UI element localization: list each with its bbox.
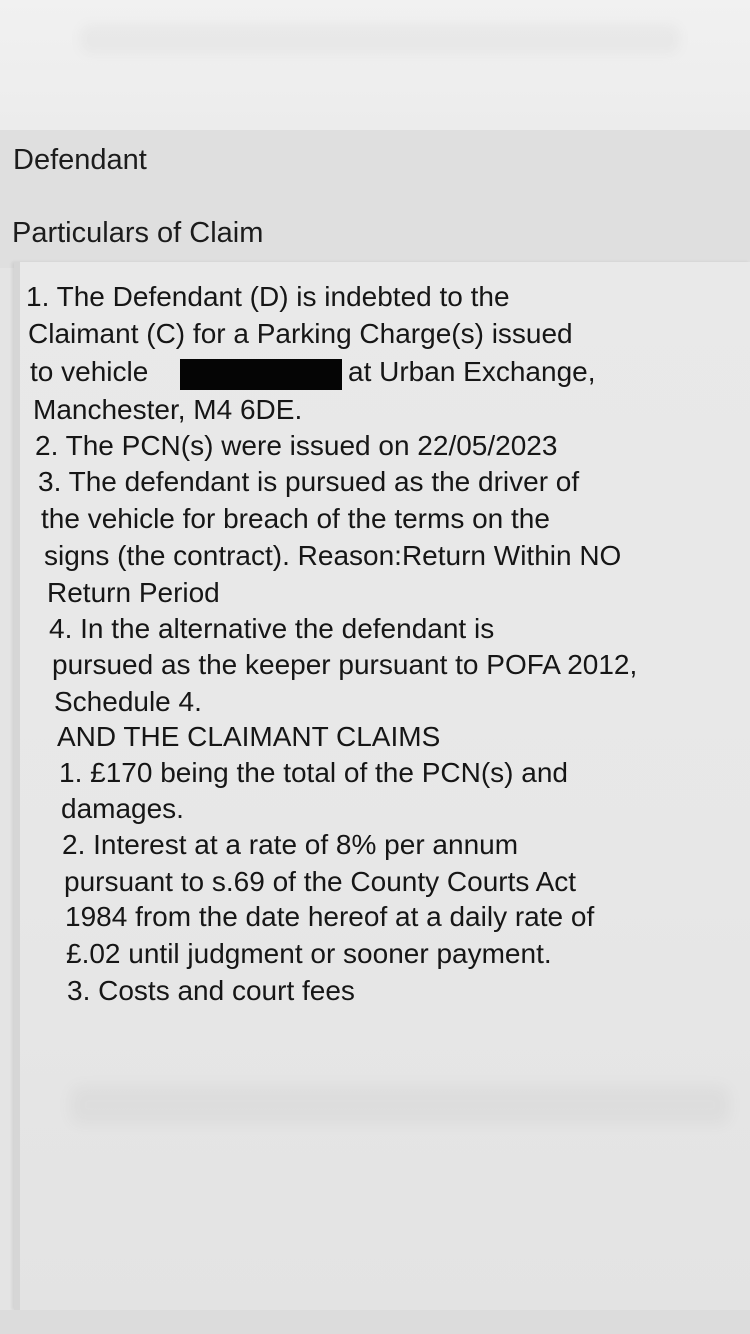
claim-line-14: 1. £170 being the total of the PCN(s) and (59, 757, 568, 788)
redacted-vehicle-registration (180, 359, 342, 390)
bottom-strip (0, 1310, 750, 1334)
previous-page-area (0, 0, 750, 130)
claim-line-18: 1984 from the date hereof at a daily rate of (65, 901, 595, 932)
claim-line-7: the vehicle for breach of the terms on the (41, 503, 550, 534)
claim-line-8: signs (the contract). Reason:Return Within NO (44, 540, 622, 571)
show-through-text (80, 24, 680, 54)
paper-edge (14, 262, 20, 1310)
claim-line-19: £.02 until judgment or sooner payment. (66, 938, 552, 969)
claim-line-9: Return Period (47, 577, 220, 608)
claim-line-3b: at Urban Exchange, (348, 356, 596, 387)
claim-line-4: Manchester, M4 6DE. (33, 394, 303, 425)
claims-heading: AND THE CLAIMANT CLAIMS (57, 721, 441, 752)
claim-line-16: 2. Interest at a rate of 8% per annum (62, 829, 519, 860)
claim-line-3a: to vehicle (30, 356, 149, 387)
claim-line-17: pursuant to s.69 of the County Courts Act (64, 866, 577, 897)
particulars-heading: Particulars of Claim (12, 217, 264, 249)
claim-line-11: pursued as the keeper pursuant to POFA 2012, (52, 649, 638, 680)
defendant-heading: Defendant (13, 144, 147, 176)
claim-line-1: 1. The Defendant (D) is indebted to the (26, 281, 510, 312)
show-through-text-bottom (70, 1085, 730, 1125)
claim-line-10: 4. In the alternative the defendant is (49, 613, 495, 644)
claim-line-2: Claimant (C) for a Parking Charge(s) issued (28, 318, 573, 349)
claim-line-6: 3. The defendant is pursued as the driver of (38, 466, 580, 497)
claim-line-20: 3. Costs and court fees (67, 975, 355, 1006)
claim-line-5: 2. The PCN(s) were issued on 22/05/2023 (35, 430, 558, 461)
claim-line-12: Schedule 4. (54, 686, 202, 717)
claim-line-15: damages. (61, 793, 184, 824)
